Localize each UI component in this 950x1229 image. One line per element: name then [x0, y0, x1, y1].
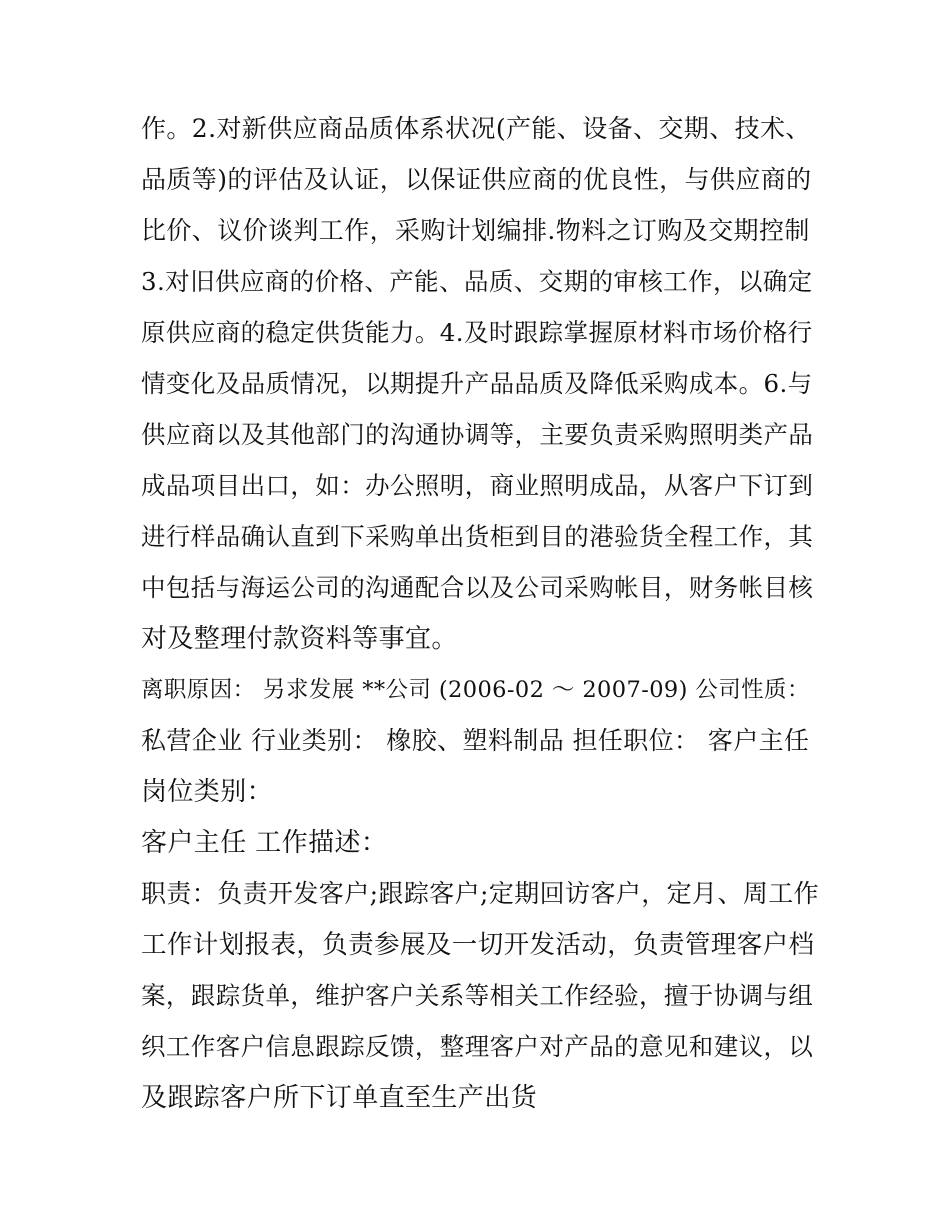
text-line: 供应商以及其他部门的沟通协调等，主要负责采购照明类产品 — [141, 420, 814, 449]
text-line: 离职原因： 另求发展 **公司 (2006-02 ～ 2007-09) 公司性质： — [141, 677, 810, 703]
text-line: 作。2.对新供应商品质体系状况(产能、设备、交期、技术、 — [141, 114, 811, 143]
text-line: 比价、议价谈判工作，采购计划编排.物料之订购及交期控制 — [141, 216, 810, 245]
text-line: 中包括与海运公司的沟通配合以及公司采购帐目，财务帐目核 — [141, 573, 814, 602]
text-line: 3.对旧供应商的价格、产能、品质、交期的审核工作，以确定 — [141, 267, 813, 296]
text-line: 情变化及品质情况，以期提升产品品质及降低采购成本。6.与 — [141, 369, 813, 398]
text-line: 及跟踪客户所下订单直至生产出货 — [141, 1083, 538, 1113]
text-line: 进行样品确认直到下采购单出货柜到目的港验货全程工作，其 — [141, 522, 814, 551]
text-line: 私营企业 行业类别： 橡胶、塑料制品 担任职位： 客户主任 — [141, 726, 810, 755]
text-line: 案，跟踪货单，维护客户关系等相关工作经验，擅于协调与组 — [141, 981, 814, 1010]
text-line: 职责：负责开发客户;跟踪客户;定期回访客户，定月、周工作 — [141, 879, 820, 908]
text-line: 对及整理付款资料等事宜。 — [141, 624, 458, 654]
text-line: 工作计划报表，负责参展及一切开发活动，负责管理客户档 — [141, 930, 815, 960]
text-line: 岗位类别： — [141, 777, 274, 807]
text-line: 客户主任 工作描述： — [141, 828, 388, 858]
text-line: 织工作客户信息跟踪反馈，整理客户对产品的意见和建议，以 — [141, 1032, 814, 1061]
text-line: 品质等)的评估及认证，以保证供应商的优良性，与供应商的 — [141, 165, 812, 194]
text-line: 原供应商的稳定供货能力。4.及时跟踪掌握原材料市场价格行 — [141, 318, 813, 347]
text-line: 成品项目出口，如：办公照明，商业照明成品，从客户下订到 — [141, 471, 814, 500]
